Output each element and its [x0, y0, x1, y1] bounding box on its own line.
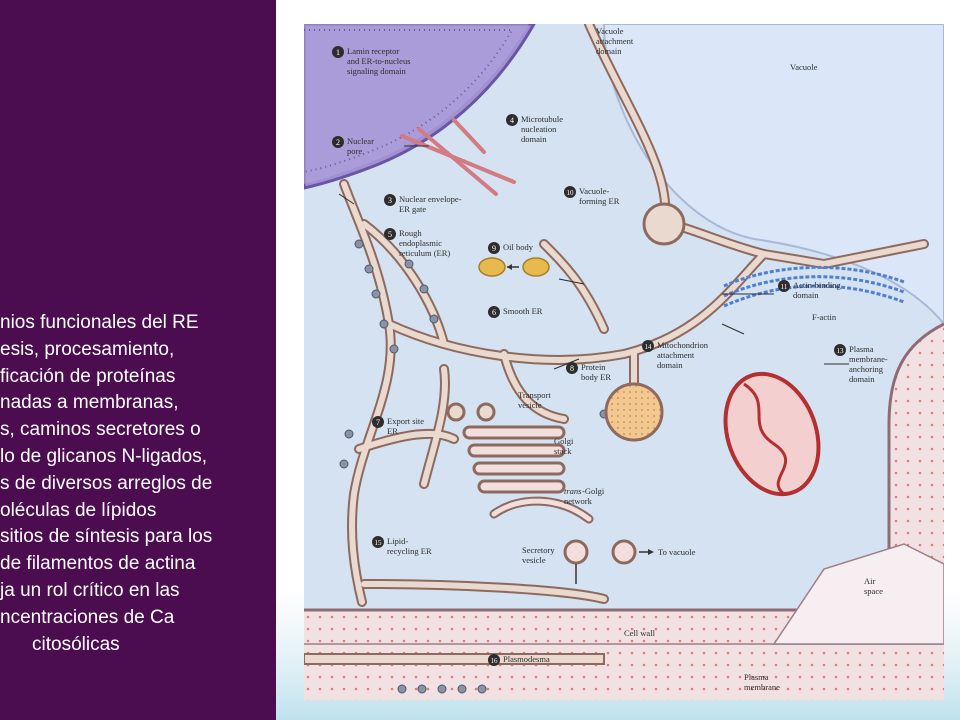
label-golgi-a: Golgi: [554, 436, 574, 446]
label-4c: domain: [521, 134, 547, 144]
text-line-9: sitios de síntesis para los: [0, 526, 213, 548]
text-line-13: citosólicas: [32, 633, 120, 655]
text-line-12: ncentraciones de Ca: [0, 606, 175, 628]
label-4a: Microtubule: [521, 114, 564, 124]
protein-body: [606, 384, 662, 440]
num-3: 3: [388, 196, 392, 205]
num-8: 8: [570, 364, 574, 373]
text-line-11: ja un rol crítico en las: [0, 579, 180, 601]
num-1: 1: [336, 48, 340, 57]
label-8a: Protein: [581, 362, 606, 372]
label-13c: anchoring: [849, 364, 883, 374]
label-secretory-b: vesicle: [522, 555, 546, 565]
label-13d: domain: [849, 374, 875, 384]
label-3b: ER gate: [399, 204, 427, 214]
label-12c: domain: [596, 46, 622, 56]
label-secretory-a: Secretory: [522, 545, 555, 555]
left-panel: [0, 0, 276, 720]
label-10b: forming ER: [579, 196, 620, 206]
label-7b: ER: [387, 426, 398, 436]
label-14c: domain: [657, 360, 683, 370]
text-line-4: nadas a membranas,: [0, 392, 179, 414]
num-7: 7: [376, 418, 380, 427]
label-1a: Lamin receptor: [347, 46, 400, 56]
text-line-3: ficación de proteínas: [0, 365, 176, 387]
label-6: Smooth ER: [503, 306, 543, 316]
label-plasma-a: Plasma: [744, 672, 769, 682]
label-golgi-b: stack: [554, 446, 572, 456]
label-13b: membrane-: [849, 354, 888, 364]
label-transport-b: vesicle: [518, 400, 542, 410]
label-8b: body ER: [581, 372, 611, 382]
label-cell-wall: Cell wall: [624, 628, 655, 638]
plasmodesma: [304, 654, 604, 664]
label-9: Oil body: [503, 242, 533, 252]
label-air-a: Air: [864, 576, 876, 586]
label-2a: Nuclear: [347, 136, 374, 146]
label-1c: signaling domain: [347, 66, 406, 76]
text-line-7: s de diversos arreglos de: [0, 472, 213, 494]
label-5c: reticulum (ER): [399, 248, 451, 258]
label-to-vacuole: To vacuole: [658, 547, 696, 557]
num-4: 4: [510, 116, 514, 125]
text-line-2: esis, procesamiento,: [0, 338, 175, 360]
label-5a: Rough: [399, 228, 422, 238]
text-line-6: lo de glicanos N-ligados,: [0, 445, 208, 467]
text-line-1: nios funcionales del RE: [0, 312, 199, 333]
num-6: 6: [492, 308, 496, 317]
label-vacuole: Vacuole: [790, 62, 818, 72]
label-4b: nucleation: [521, 124, 557, 134]
oil-body: [479, 258, 505, 276]
num-11: 11: [780, 283, 788, 291]
num-14: 14: [644, 343, 652, 351]
oil-body-budding: [523, 258, 549, 276]
vacuole-vesicle: [613, 541, 635, 563]
num-16: 16: [490, 657, 498, 665]
num-5: 5: [388, 230, 392, 239]
transport-vesicle-2: [478, 404, 494, 420]
label-2b: pore: [347, 146, 363, 156]
er-domains-figure: [304, 24, 944, 700]
label-1b: and ER-to-nucleus: [347, 56, 411, 66]
num-2: 2: [336, 138, 340, 147]
num-15: 15: [374, 539, 382, 547]
num-10: 10: [566, 189, 574, 197]
label-trans-b: -Golgi: [582, 486, 605, 496]
text-line-10: de filamentos de actina: [0, 553, 196, 575]
transport-vesicle: [448, 404, 464, 420]
body-text: [0, 310, 276, 658]
label-transport-a: Transport: [518, 390, 551, 400]
vacuole-forming-er: [644, 204, 684, 244]
label-15a: Lipid-: [387, 536, 409, 546]
text-line-8: oléculas de lípidos: [0, 499, 157, 521]
text-line-5: s, caminos secretores o: [0, 419, 201, 441]
label-14a: Mitochondrion: [657, 340, 708, 350]
label-15b: recycling ER: [387, 546, 432, 556]
label-13a: Plasma: [849, 344, 874, 354]
label-11b: domain: [793, 290, 819, 300]
label-11a: Actin-binding: [793, 280, 841, 290]
label-5b: endoplasmic: [399, 238, 442, 248]
label-3a: Nuclear envelope-: [399, 194, 462, 204]
label-plasma-b: membrane: [744, 682, 780, 692]
label-trans-a: trans: [564, 486, 582, 496]
label-trans-c: network: [564, 496, 592, 506]
num-13: 13: [836, 347, 844, 355]
label-14b: attachment: [657, 350, 695, 360]
secretory-vesicle: [565, 541, 587, 563]
label-16: Plasmodesma: [503, 654, 550, 664]
num-9: 9: [492, 244, 496, 253]
label-12b: attachment: [596, 36, 634, 46]
label-10a: Vacuole-: [579, 186, 610, 196]
label-12a: Vacuole: [596, 26, 624, 36]
label-7a: Export site: [387, 416, 425, 426]
label-factin: F-actin: [812, 312, 837, 322]
label-air-b: space: [864, 586, 883, 596]
